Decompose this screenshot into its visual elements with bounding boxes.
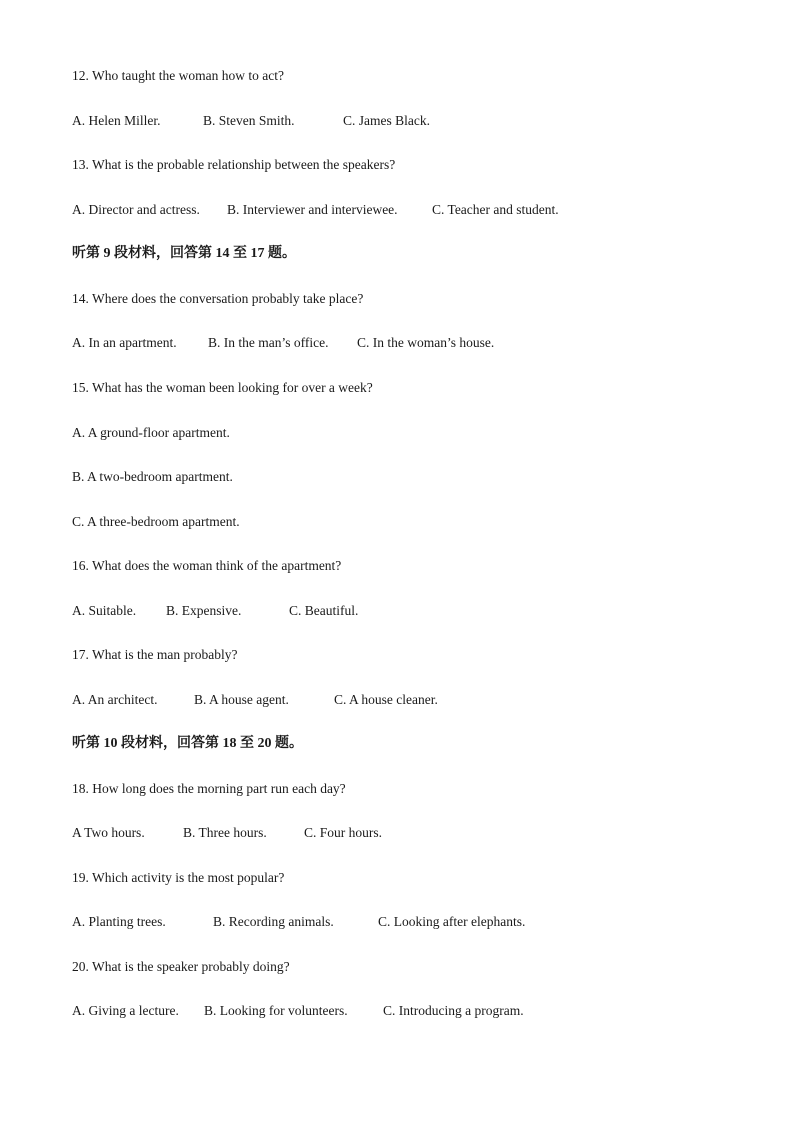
question-17: 17. What is the man probably? — [72, 647, 238, 662]
q15-option-a: A. A ground-floor apartment. — [72, 425, 230, 440]
question-20: 20. What is the speaker probably doing? — [72, 959, 290, 974]
q16-option-a: A. Suitable. — [72, 603, 137, 618]
question-14: 14. Where does the conversation probably take place? — [72, 291, 364, 306]
q20-option-a: A. Giving a lecture. — [72, 1003, 179, 1018]
q20-option-c: C. Introducing a program. — [383, 1003, 524, 1018]
q14-option-b: B. In the man’s office. — [208, 335, 329, 350]
section-heading-10: 听第 10 段材料，回答第 18 至 20 题。 — [72, 736, 303, 751]
question-16: 16. What does the woman think of the apartment? — [72, 558, 342, 573]
question-15: 15. What has the woman been looking for over a week? — [72, 380, 373, 395]
q18-option-b: B. Three hours. — [183, 825, 267, 840]
q19-option-c: C. Looking after elephants. — [378, 914, 526, 929]
q12-option-a: A. Helen Miller. — [72, 113, 161, 128]
q17-option-b: B. A house agent. — [194, 692, 289, 707]
q20-option-b: B. Looking for volunteers. — [204, 1003, 348, 1018]
q14-option-a: A. In an apartment. — [72, 335, 177, 350]
q13-option-b: B. Interviewer and interviewee. — [227, 202, 398, 217]
question-18: 18. How long does the morning part run each day? — [72, 781, 346, 796]
q16-option-c: C. Beautiful. — [289, 603, 359, 618]
q18-option-c: C. Four hours. — [304, 825, 383, 840]
q12-option-c: C. James Black. — [343, 113, 430, 128]
question-12: 12. Who taught the woman how to act? — [72, 68, 284, 83]
q16-option-b: B. Expensive. — [166, 603, 242, 618]
q18-option-a: A Two hours. — [72, 825, 145, 840]
q15-option-c: C. A three-bedroom apartment. — [72, 514, 240, 529]
question-13: 13. What is the probable relationship between the speakers? — [72, 157, 396, 172]
q17-option-a: A. An architect. — [72, 692, 158, 707]
q12-option-b: B. Steven Smith. — [203, 113, 295, 128]
q19-option-a: A. Planting trees. — [72, 914, 166, 929]
q17-option-c: C. A house cleaner. — [334, 692, 438, 707]
section-heading-9: 听第 9 段材料，回答第 14 至 17 题。 — [72, 246, 296, 261]
q14-option-c: C. In the woman’s house. — [357, 335, 495, 350]
q19-option-b: B. Recording animals. — [213, 914, 334, 929]
q13-option-a: A. Director and actress. — [72, 202, 200, 217]
q15-option-b: B. A two-bedroom apartment. — [72, 469, 233, 484]
q13-option-c: C. Teacher and student. — [432, 202, 559, 217]
question-19: 19. Which activity is the most popular? — [72, 870, 285, 885]
